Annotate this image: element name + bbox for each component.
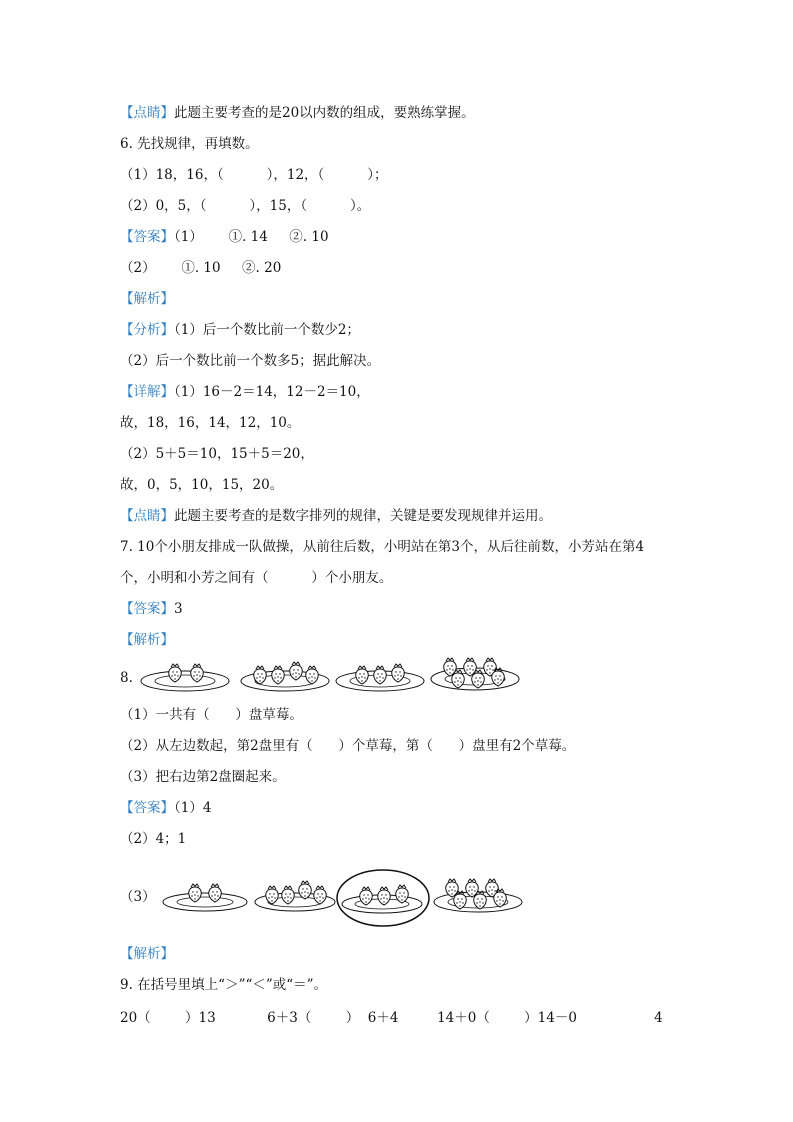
line-text: 个，小明和小芳之间有（ ）个小朋友。	[120, 570, 393, 586]
line-text: （2）从左边数起，第2盘里有（ ）个草莓，第（ ）盘里有2个草莓。	[120, 738, 576, 754]
doc-line	[120, 669, 133, 687]
line-text: 7. 10个小朋友排成一队做操，从前往后数，小明站在第3个，从后往前数，小芳站在第4	[120, 539, 645, 555]
line-text: （2）后一个数比前一个数多5；据此解决。	[120, 353, 381, 369]
doc-line	[120, 631, 174, 649]
line-text: （1） ①. 14 ②. 10	[174, 229, 329, 245]
doc-line	[120, 888, 156, 906]
line-text: （1）一共有（ ）盘草莓。	[120, 707, 303, 723]
doc-line	[120, 414, 300, 432]
doc-line	[120, 259, 281, 277]
doc-line	[120, 290, 174, 308]
answer-plate-1	[163, 884, 247, 911]
doc-line	[120, 830, 186, 848]
strawberry-plates-answer	[160, 868, 530, 932]
section-tag: 【点睛】	[120, 508, 174, 524]
section-tag: 【答案】	[120, 601, 174, 617]
plate-2	[241, 662, 329, 691]
line-text: 此题主要考查的是数字排列的规律，关键是要发现规律并运用。	[174, 508, 552, 524]
section-tag: 【答案】	[120, 800, 174, 816]
line-text: 6. 先找规律，再填数。	[120, 136, 259, 152]
section-tag: 【点睛】	[120, 105, 174, 121]
doc-line	[120, 945, 174, 963]
line-text: （3）	[120, 889, 156, 905]
answer-plate-2	[255, 881, 335, 911]
line-text: 9. 在括号里填上“＞”“＜”或“＝”。	[120, 977, 328, 993]
doc-line	[120, 569, 392, 587]
section-tag: 【详解】	[120, 384, 174, 400]
doc-line	[120, 135, 259, 153]
doc-line	[120, 600, 183, 618]
section-tag: 【解析】	[120, 632, 174, 648]
strawberry-plates-answer-figure	[160, 868, 530, 932]
doc-line	[120, 1009, 663, 1027]
section-tag: 【解析】	[120, 291, 174, 307]
line-text: 故，0，5，10，15，20。	[120, 477, 284, 493]
strawberry-plates-question	[140, 655, 530, 695]
doc-line	[120, 445, 314, 463]
doc-line	[120, 706, 303, 724]
line-text: （2）4；1	[120, 831, 187, 847]
line-text: （1）18，16，（ ），12，（ ）；	[120, 167, 388, 183]
doc-line	[120, 476, 283, 494]
doc-line	[120, 321, 360, 339]
doc-line	[120, 228, 329, 246]
line-text: （3）把右边第2盘圈起来。	[120, 769, 286, 785]
answer-plate-3-circled	[337, 870, 429, 926]
line-text: （2）5＋5＝10，15＋5＝20，	[120, 446, 314, 462]
section-tag: 【解析】	[120, 946, 174, 962]
line-text: （2）0，5，（ ），15，（ ）。	[120, 198, 371, 214]
line-text: （1）后一个数比前一个数少2；	[174, 322, 360, 338]
doc-line	[120, 166, 387, 184]
doc-line	[120, 197, 370, 215]
plate-3	[336, 664, 424, 691]
plate-4	[431, 658, 519, 690]
doc-line	[120, 799, 211, 817]
doc-line	[120, 352, 380, 370]
section-tag: 【答案】	[120, 229, 174, 245]
doc-line	[120, 737, 575, 755]
line-text: （1）4	[174, 800, 212, 816]
section-tag: 【分析】	[120, 322, 174, 338]
line-text: 此题主要考查的是20以内数的组成，要熟练掌握。	[174, 105, 475, 121]
line-text: 8.	[120, 670, 133, 686]
doc-line	[120, 538, 644, 556]
line-text: （2） ①. 10 ②. 20	[120, 260, 282, 276]
doc-line	[120, 507, 552, 525]
line-text: （1）16－2＝14，12－2＝10，	[174, 384, 370, 400]
doc-line	[120, 976, 327, 994]
plate-1	[141, 664, 229, 691]
doc-line	[120, 383, 370, 401]
line-text: 3	[174, 601, 183, 617]
doc-line	[120, 104, 475, 122]
line-text: 故，18，16，14，12，10。	[120, 415, 301, 431]
answer-plate-4	[434, 879, 522, 912]
line-text: 20（ ）13 6＋3（ ） 6＋4 14＋0（ ）14－0 4	[120, 1010, 663, 1026]
doc-line	[120, 768, 286, 786]
strawberry-plates-figure	[140, 655, 530, 695]
